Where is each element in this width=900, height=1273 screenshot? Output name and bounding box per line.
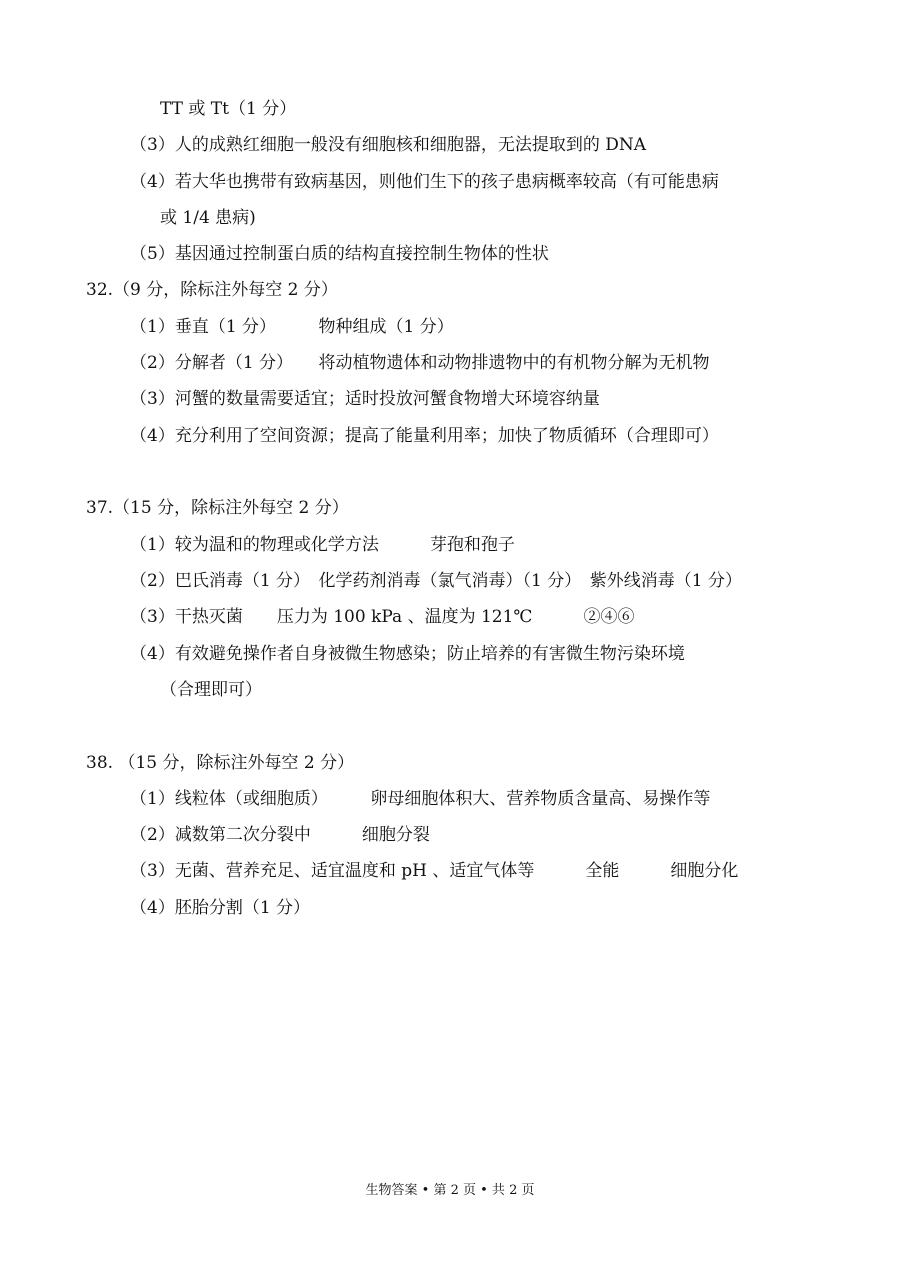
answer-line-genotype: TT 或 Tt（1 分） — [160, 99, 297, 119]
answer-line-37-4-cont: （合理即可） — [160, 680, 262, 700]
answer-line-32-3: （3）河蟹的数量需要适宜；适时投放河蟹食物增大环境容纳量 — [130, 389, 600, 409]
answer-line-37-2: （2）巴氏消毒（1 分） 化学药剂消毒（氯气消毒）（1 分） 紫外线消毒（1 分） — [130, 571, 742, 591]
answer-line-38-4: （4）胚胎分割（1 分） — [130, 898, 311, 918]
answer-line-32-1: （1）垂直（1 分） 物种组成（1 分） — [130, 317, 454, 337]
page-footer: 生物答案 • 第 2 页 • 共 2 页 — [365, 1183, 535, 1198]
answer-line-31-3: （3）人的成熟红细胞一般没有细胞核和细胞器，无法提取到的 DNA — [130, 135, 647, 155]
question-heading-32: 32.（9 分，除标注外每空 2 分） — [86, 280, 338, 300]
answer-line-31-4-cont: 或 1/4 患病) — [160, 208, 256, 228]
answer-line-37-3: （3）干热灭菌 压力为 100 kPa 、温度为 121℃ ②④⑥ — [130, 607, 635, 627]
answer-line-31-5: （5）基因通过控制蛋白质的结构直接控制生物体的性状 — [130, 244, 549, 264]
question-heading-37: 37.（15 分，除标注外每空 2 分） — [86, 498, 349, 518]
question-heading-38: 38. （15 分，除标注外每空 2 分） — [86, 753, 355, 773]
answer-line-37-4: （4）有效避免操作者自身被微生物感染；防止培养的有害微生物污染环境 — [130, 644, 685, 664]
answer-line-38-1: （1）线粒体（或细胞质） 卵母细胞体积大、营养物质含量高、易操作等 — [130, 789, 711, 809]
answer-line-37-1: （1）较为温和的物理或化学方法 芽孢和孢子 — [130, 535, 515, 555]
answer-line-38-3: （3）无菌、营养充足、适宜温度和 pH 、适宜气体等 全能 细胞分化 — [130, 861, 739, 881]
answer-line-32-2: （2）分解者（1 分） 将动植物遗体和动物排遗物中的有机物分解为无机物 — [130, 353, 710, 373]
answer-line-38-2: （2）减数第二次分裂中 细胞分裂 — [130, 825, 430, 845]
answer-line-32-4: （4）充分利用了空间资源；提高了能量利用率；加快了物质循环（合理即可） — [130, 426, 719, 446]
answer-line-31-4: （4）若大华也携带有致病基因，则他们生下的孩子患病概率较高（有可能患病 — [130, 172, 719, 192]
